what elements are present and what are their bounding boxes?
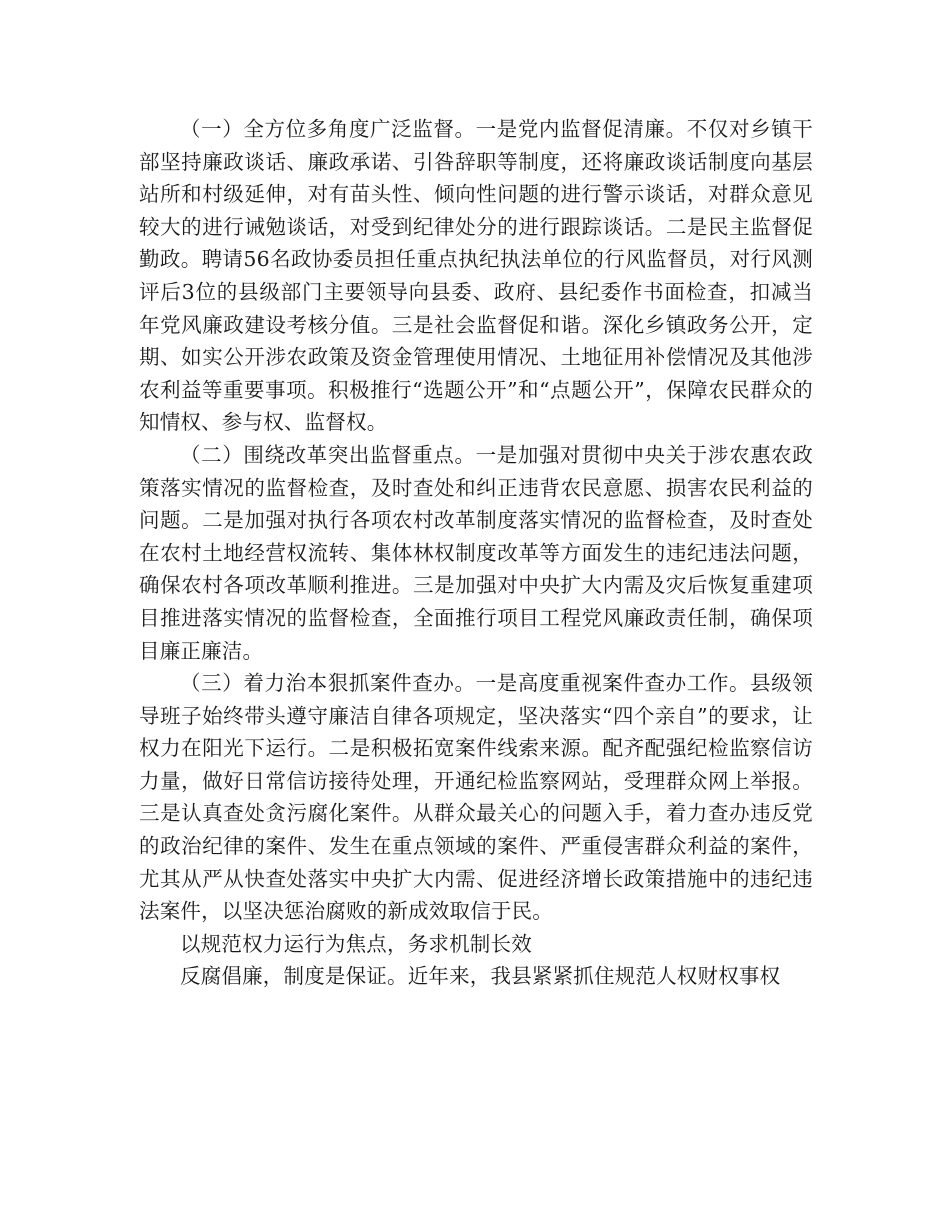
paragraph-supervision: （一）全方位多角度广泛监督。一是党内监督促清廉。不仅对乡镇干部坚持廉政谈话、廉政承诺、引咎辞职等制度，还将廉政谈话制度向基层站所和村级延伸，对有苗头性、倾向性问题的进行警示谈话，对群众意见较大的进行诫勉谈话，对受到纪律处分的进行跟踪谈话。二是民主监督促勤政。聘请56名政协委员担任重点执纪执法单位的行风监督员，对行风测评后3位的县级部门主要领导向县委、政府、县纪委作书面检查，扣减当年党风廉政建设考核分值。三是社会监督促和谐。深化乡镇政务公开，定期、如实公开涉农政策及资金管理使用情况、土地征用补偿情况及其他涉农利益等重要事项。积极推行“选题公开”和“点题公开”，保障农民群众的知情权、参与权、监督权。 <box>139 117 813 435</box>
paragraph-institution: 反腐倡廉，制度是保证。近年来，我县紧紧抓住规范人权财权事权 <box>180 964 781 989</box>
section-heading: 以规范权力运行为焦点，务求机制长效 <box>180 931 532 956</box>
paragraph-reform-focus: （二）围绕改革突出监督重点。一是加强对贯彻中央关于涉农惠农政策落实情况的监督检查，及时查处和纠正违背农民意愿、损害农民利益的问题。二是加强对执行各项农村改革制度落实情况的监督检查，及时查处在农村土地经营权流转、集体林权制度改革等方面发生的违纪违法问题，确保农村各项改革顺利推进。三是加强对中央扩大内需及灾后恢复重建项目推进落实情况的监督检查，全面推行项目工程党风廉政责任制，确保项目廉正廉洁。 <box>139 442 813 663</box>
paragraph-case-handling: （三）着力治本狠抓案件查办。一是高度重视案件查办工作。县级领导班子始终带头遵守廉洁自律各项规定，坚决落实“四个亲自”的要求，让权力在阳光下运行。二是积极拓宽案件线索来源。配齐配强纪检监察信访力量，做好日常信访接待处理，开通纪检监察网站，受理群众网上举报。三是认真查处贪污腐化案件。从群众最关心的问题入手，着力查办违反党的政治纪律的案件、发生在重点领域的案件、严重侵害群众利益的案件，尤其从严从快查处落实中央扩大内需、促进经济增长政策措施中的违纪违法案件，以坚决惩治腐败的新成效取信于民。 <box>139 671 813 924</box>
document-body <box>139 113 813 993</box>
